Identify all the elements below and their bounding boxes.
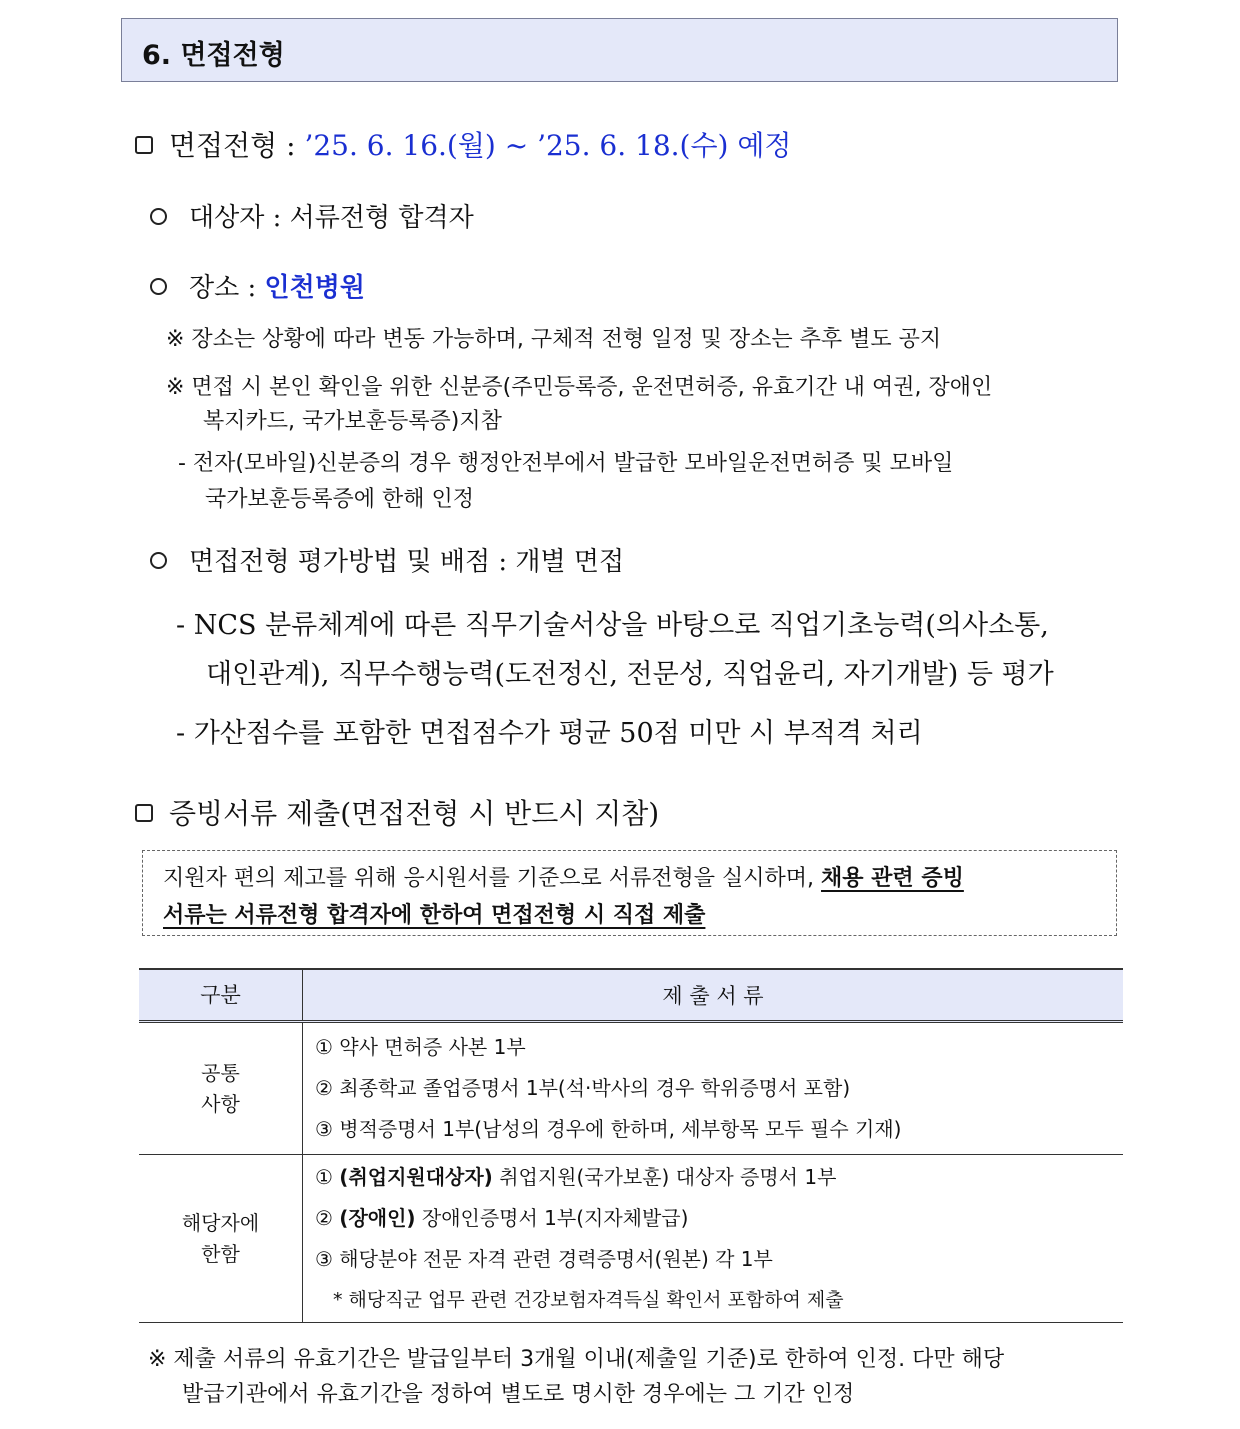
documents-heading: 증빙서류 제출(면접전형 시 반드시 지참)	[169, 797, 660, 830]
items-cell	[303, 1022, 1124, 1155]
list-item: ③ 해당분야 전문 자격 관련 경력증명서(원본) 각 1부	[315, 1247, 773, 1271]
footer-note-line1: ※ 제출 서류의 유효기간은 발급일부터 3개월 이내(제출일 기준)로 한하여 인정. 다만 해당	[148, 1347, 1005, 1372]
list-item: ③ 병적증명서 1부(남성의 경우에 한하며, 세부항목 모두 필수 기재)	[315, 1117, 902, 1141]
circle-bullet-icon	[150, 278, 167, 295]
circle-bullet-icon	[150, 552, 167, 569]
note-mobile-line1: - 전자(모바일)신분증의 경우 행정안전부에서 발급한 모바일운전면허증 및 모바일	[178, 451, 954, 476]
note-id-line1: ※ 면접 시 본인 확인을 위한 신분증(주민등록증, 운전면허증, 유효기간 내 여권, 장애인	[166, 375, 993, 400]
notice-line1	[163, 861, 964, 892]
place-value: 인천병원	[264, 273, 365, 303]
list-item: ① (취업지원대상자) 취업지원(국가보훈) 대상자 증명서 1부	[315, 1165, 837, 1189]
items-cell	[303, 1155, 1124, 1323]
category-label: 공통	[201, 1060, 240, 1085]
method-text: 면접전형 평가방법 및 배점 : 개별 면접	[189, 547, 625, 577]
category-label: 해당자에	[181, 1210, 260, 1235]
circle-bullet-icon	[150, 208, 167, 225]
footer-note-line2: 발급기관에서 유효기간을 정하여 별도로 명시한 경우에는 그 기간 인정	[182, 1382, 855, 1407]
method-line	[150, 541, 624, 578]
note-id-line2: 복지카드, 국가보훈등록증)지참	[203, 409, 502, 434]
target-text: 대상자 : 서류전형 합격자	[189, 203, 474, 233]
interview-schedule-line	[135, 124, 791, 164]
table-row	[139, 1022, 1123, 1155]
header-documents: 제 출 서 류	[303, 969, 1124, 1022]
note-place: ※ 장소는 상황에 따라 변동 가능하며, 구체적 전형 일정 및 장소는 추후 별도 공지	[166, 327, 942, 352]
documents-heading-line	[135, 792, 659, 832]
list-item: ① 약사 면허증 사본 1부	[315, 1035, 526, 1059]
table-header-row	[139, 969, 1123, 1022]
header-category: 구분	[139, 969, 303, 1022]
place-line	[150, 267, 365, 304]
notice-box	[142, 850, 1117, 936]
notice-line1-plain: 지원자 편의 제고를 위해 응시원서를 기준으로 서류전형을 실시하며,	[163, 866, 815, 891]
target-line	[150, 197, 474, 234]
section-header	[121, 18, 1118, 82]
notice-line1-bold: 채용 관련 증빙	[821, 866, 964, 891]
interview-label: 면접전형 :	[169, 129, 296, 162]
checkbox-icon	[135, 804, 153, 822]
method-detail-line1: - NCS 분류체계에 따른 직무기술서상을 바탕으로 직업기초능력(의사소통,	[176, 610, 1049, 641]
list-item: ② 최종학교 졸업증명서 1부(석·박사의 경우 학위증명서 포함)	[315, 1076, 851, 1100]
checkbox-icon	[135, 136, 153, 154]
note-mobile-line2: 국가보훈등록증에 한해 인정	[205, 487, 475, 512]
notice-line2-bold: 서류는 서류전형 합격자에 한하여 면접전형 시 직접 제출	[163, 903, 706, 928]
method-detail-line2: 대인관계), 직무수행능력(도전정신, 전문성, 직업윤리, 자기개발) 등 평가	[206, 659, 1054, 690]
category-label: 사항	[201, 1091, 240, 1116]
category-label: 한함	[201, 1241, 240, 1266]
table-row	[139, 1155, 1123, 1323]
place-label: 장소 :	[189, 273, 257, 303]
interview-schedule: ’25. 6. 16.(월) ~ ’25. 6. 18.(수) 예정	[304, 129, 792, 162]
section-title: 6. 면접전형	[142, 40, 285, 71]
category-cell	[139, 1022, 303, 1155]
applicable-note: * 해당직군 업무 관련 건강보험자격득실 확인서 포함하여 제출	[333, 1289, 844, 1311]
category-cell	[139, 1155, 303, 1323]
notice-line2	[163, 898, 705, 929]
list-item: ② (장애인) 장애인증명서 1부(지자체발급)	[315, 1206, 689, 1230]
method-detail-line3: - 가산점수를 포함한 면접점수가 평균 50점 미만 시 부적격 처리	[176, 718, 923, 749]
documents-table	[139, 968, 1123, 1323]
